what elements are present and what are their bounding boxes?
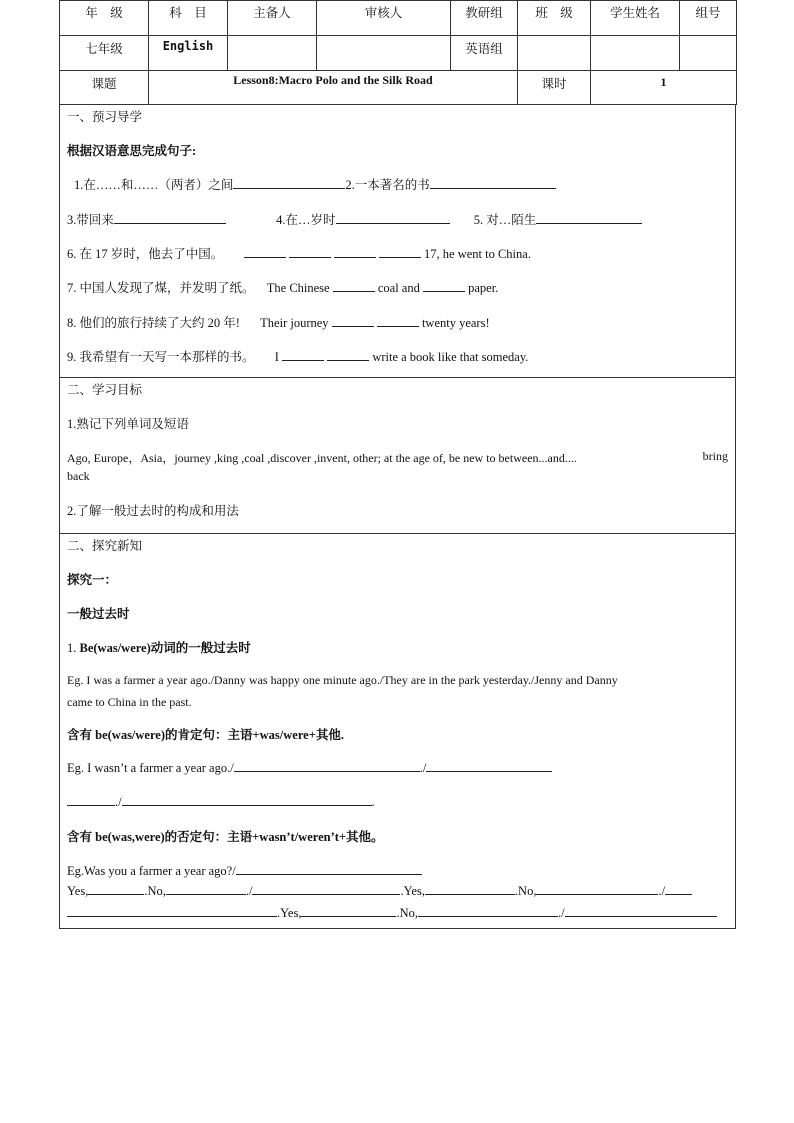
explore-sub-1: 探究一： bbox=[67, 573, 118, 587]
header-dept-label: 教研组 bbox=[451, 1, 518, 36]
q7-chinese: 7. 中国人发现了煤，并发明了纸。 bbox=[67, 281, 255, 295]
q9-blank-1[interactable] bbox=[282, 348, 324, 361]
header-groupno-label: 组号 bbox=[680, 1, 737, 36]
q1-text: 1.在……和……（两者）之间 bbox=[74, 178, 234, 192]
q7-english-a: The Chinese bbox=[266, 281, 330, 295]
groupno-value bbox=[680, 36, 737, 71]
example-2-text: Eg. I wasn’t a farmer a year ago./ bbox=[67, 761, 234, 775]
answer-yes-2: .Yes, bbox=[400, 884, 425, 898]
q4-text: 4.在…岁时 bbox=[276, 213, 336, 227]
point-1-rest: 动词的一般过去时 bbox=[150, 641, 251, 655]
q7-english-b: coal and bbox=[377, 281, 420, 295]
header-grade-label: 年 级 bbox=[60, 1, 149, 36]
answer-yes-3: .Yes, bbox=[277, 906, 302, 920]
point-1-bold: Be(was/were) bbox=[79, 641, 151, 655]
q9-english-b: write a book like that someday. bbox=[372, 350, 529, 364]
example-1-line-2: came to China in the past. bbox=[67, 695, 192, 709]
answer-no-1: .No, bbox=[144, 884, 166, 898]
q8-english-b: twenty years! bbox=[421, 316, 490, 330]
rule-positive: 含有 be(was/were)的肯定句：主语+was/were+其他. bbox=[67, 728, 344, 742]
period-value: 1 bbox=[591, 71, 737, 105]
grade-value: 七年级 bbox=[60, 36, 149, 71]
class-value bbox=[518, 36, 591, 71]
question-8 bbox=[67, 313, 490, 331]
answer-blank-1[interactable] bbox=[88, 882, 144, 895]
example-3 bbox=[67, 862, 422, 879]
q2-blank[interactable] bbox=[430, 176, 556, 189]
answer-blank-5[interactable] bbox=[536, 882, 658, 895]
q6-english: 17, he went to China. bbox=[424, 247, 531, 261]
answer-blank-4[interactable] bbox=[425, 882, 515, 895]
point-1-number: 1. bbox=[67, 641, 80, 655]
explore-point-1 bbox=[67, 638, 251, 656]
answer-yes-1: Yes, bbox=[67, 884, 89, 898]
example-2-blank-4[interactable] bbox=[122, 793, 372, 806]
reviewer-value bbox=[317, 36, 451, 71]
student-value bbox=[591, 36, 680, 71]
q5-text: 5. 对…陌生 bbox=[473, 213, 537, 227]
q9-english-a: I bbox=[274, 350, 279, 364]
q6-chinese: 6. 在 17 岁时，他去了中国。 bbox=[67, 247, 224, 261]
q1-blank[interactable] bbox=[233, 176, 345, 189]
preparer-value bbox=[228, 36, 317, 71]
goals-words-bring: bring bbox=[702, 449, 728, 463]
q5-blank[interactable] bbox=[536, 211, 642, 224]
q7-blank-2[interactable] bbox=[423, 279, 465, 292]
example-3-text: Eg.Was you a farmer a year ago?/ bbox=[67, 864, 236, 878]
goals-item-2: 2.了解一般过去时的构成和用法 bbox=[67, 504, 239, 518]
header-reviewer-label: 审核人 bbox=[317, 1, 451, 36]
q6-blank-4[interactable] bbox=[379, 245, 421, 258]
q4-blank[interactable] bbox=[336, 211, 450, 224]
period-label: 课时 bbox=[518, 71, 591, 105]
rule-negative: 含有 be(was,were)的否定句：主语+wasn’t/weren’t+其他。 bbox=[67, 830, 384, 844]
answer-blank-7[interactable] bbox=[67, 904, 277, 917]
answer-row-2: .Yes, .No, ./ bbox=[67, 904, 717, 921]
answer-blank-2[interactable] bbox=[166, 882, 246, 895]
answer-blank-10[interactable] bbox=[565, 904, 717, 917]
q7-english-c: paper. bbox=[468, 281, 499, 295]
goals-heading: 二、学习目标 bbox=[67, 383, 143, 397]
answer-no-3: .No, bbox=[396, 906, 418, 920]
example-2: Eg. I wasn’t a farmer a year ago./ ./ bbox=[67, 759, 552, 776]
q6-blank-2[interactable] bbox=[289, 245, 331, 258]
q7-blank-1[interactable] bbox=[333, 279, 375, 292]
preview-instruction: 根据汉语意思完成句子: bbox=[67, 144, 197, 158]
dept-value: 英语组 bbox=[451, 36, 518, 71]
q6-blank-1[interactable] bbox=[244, 245, 286, 258]
preview-section bbox=[60, 104, 735, 377]
header-preparer-label: 主备人 bbox=[228, 1, 317, 36]
example-2-continued: ./ . bbox=[67, 793, 375, 810]
question-6 bbox=[67, 244, 531, 262]
answer-row-1: Yes, .No, ./ .Yes, .No, ./ bbox=[67, 882, 692, 899]
goals-item-1: 1.熟记下列单词及短语 bbox=[67, 417, 189, 431]
question-3-5 bbox=[67, 210, 642, 228]
example-2-blank-2[interactable] bbox=[426, 759, 552, 772]
topic-label: 课题 bbox=[60, 71, 149, 105]
q9-blank-2[interactable] bbox=[327, 348, 369, 361]
example-1-line-1: Eg. I was a farmer a year ago./Danny was happy one minute ago./They are in the park yesterday./Jenny and Danny bbox=[67, 673, 618, 687]
question-7 bbox=[67, 278, 498, 296]
header-class-label: 班 级 bbox=[518, 1, 591, 36]
q6-blank-3[interactable] bbox=[334, 245, 376, 258]
header-subject-label: 科 目 bbox=[149, 1, 228, 36]
topic-value: Lesson8:Macro Polo and the Silk Road bbox=[149, 71, 518, 105]
goals-words-line-1: Ago, Europe，Asia，journey ,king ,coal ,discover ,invent, other; at the age of, be new to between...and.... bbox=[67, 451, 577, 465]
example-3-blank[interactable] bbox=[236, 862, 422, 875]
question-1 bbox=[74, 175, 556, 193]
goals-words-line-2: back bbox=[67, 469, 90, 483]
worksheet-body bbox=[59, 104, 736, 929]
answer-no-2: .No, bbox=[514, 884, 537, 898]
q8-english-a: Their journey bbox=[260, 316, 329, 330]
q3-blank[interactable] bbox=[114, 211, 226, 224]
example-2-blank-3[interactable] bbox=[67, 793, 115, 806]
answer-blank-3[interactable] bbox=[252, 882, 400, 895]
goals-section bbox=[60, 377, 735, 533]
example-2-blank-1[interactable] bbox=[234, 759, 420, 772]
header-table bbox=[59, 0, 737, 105]
header-student-label: 学生姓名 bbox=[591, 1, 680, 36]
question-9 bbox=[67, 347, 528, 365]
q9-chinese: 9. 我希望有一天写一本那样的书。 bbox=[67, 350, 255, 364]
explore-sub-2: 一般过去时 bbox=[67, 607, 130, 621]
explore-section bbox=[60, 533, 735, 928]
answer-blank-8[interactable] bbox=[301, 904, 396, 917]
answer-blank-9[interactable] bbox=[418, 904, 558, 917]
q8-chinese: 8. 他们的旅行持续了大约 20 年! bbox=[67, 316, 240, 330]
explore-heading: 二、探究新知 bbox=[67, 539, 143, 553]
q2-text: 2.一本著名的书 bbox=[345, 178, 430, 192]
answer-blank-6[interactable] bbox=[665, 882, 692, 895]
q3-text: 3.带回来 bbox=[67, 213, 114, 227]
subject-value: English bbox=[149, 36, 228, 71]
preview-heading: 一、预习导学 bbox=[67, 110, 143, 124]
q8-blank-2[interactable] bbox=[377, 314, 419, 327]
q8-blank-1[interactable] bbox=[332, 314, 374, 327]
